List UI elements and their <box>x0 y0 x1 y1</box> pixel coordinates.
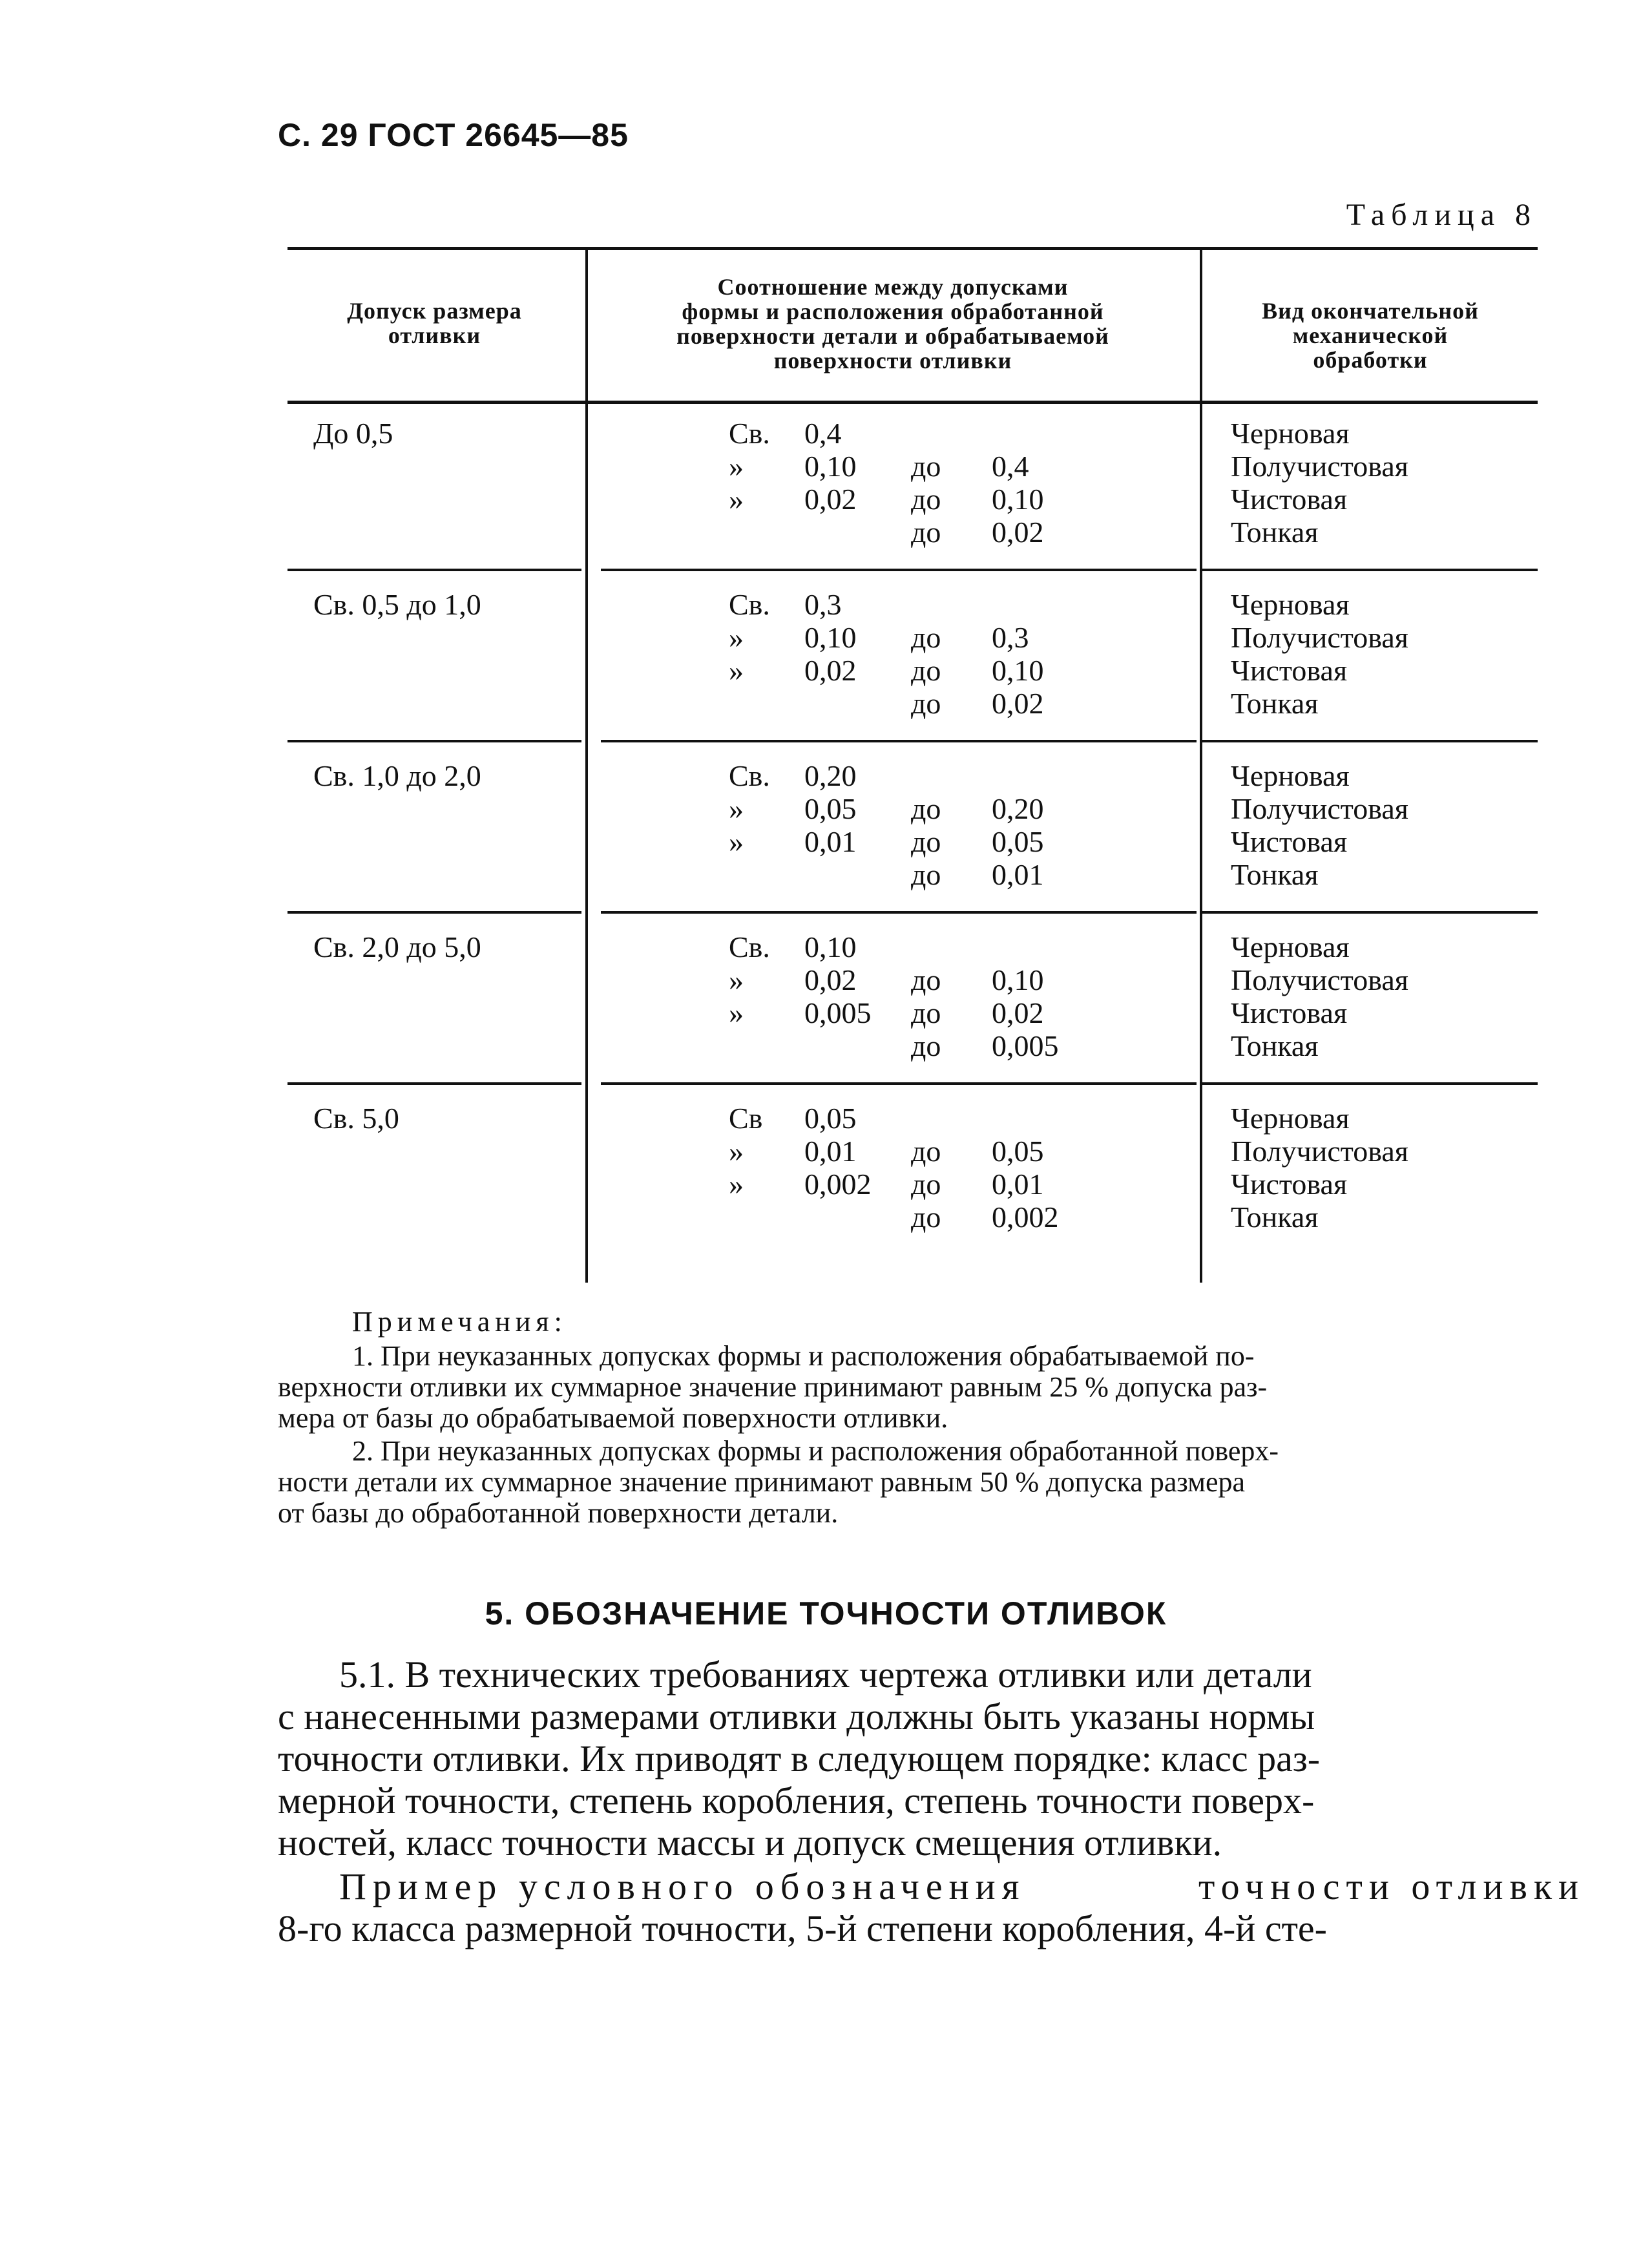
machining-type: Получистовая <box>1231 450 1408 483</box>
paragraph-line: точности отливки. Их приводят в следующем порядке: класс раз- <box>278 1738 1321 1780</box>
ratio-to-value: 0,02 <box>992 687 1044 720</box>
ratio-from-value: 0,20 <box>804 759 857 792</box>
tolerance-cell: Св. 0,5 до 1,0 <box>313 588 481 621</box>
ratio-do: до <box>911 1168 941 1201</box>
machining-type: Тонкая <box>1231 858 1319 891</box>
machining-type: Черновая <box>1231 588 1350 621</box>
machining-type: Чистовая <box>1231 483 1348 516</box>
machining-type: Черновая <box>1231 1102 1350 1135</box>
ratio-to-value: 0,005 <box>992 1029 1059 1062</box>
ratio-to-value: 0,10 <box>992 654 1044 687</box>
ratio-from-value: 0,02 <box>804 963 857 996</box>
group-separator <box>1202 911 1538 914</box>
machining-type: Черновая <box>1231 930 1350 963</box>
ratio-to-value: 0,3 <box>992 621 1029 654</box>
note-line: мера от базы до обрабатываемой поверхности отливки. <box>278 1402 948 1434</box>
machining-type: Чистовая <box>1231 654 1348 687</box>
table-label: Таблица 8 <box>1346 198 1537 232</box>
ratio-sign: » <box>729 1168 744 1201</box>
ratio-sign: » <box>729 654 744 687</box>
tolerance-cell: Св. 1,0 до 2,0 <box>313 759 481 792</box>
example-line-1-end: точности отливки <box>1198 1865 1585 1907</box>
ratio-do: до <box>911 483 941 516</box>
machining-type: Получистовая <box>1231 963 1408 996</box>
machining-type: Черновая <box>1231 417 1350 450</box>
machining-type: Черновая <box>1231 759 1350 792</box>
machining-type: Получистовая <box>1231 621 1408 654</box>
ratio-sign: Св. <box>729 759 770 792</box>
group-separator <box>288 740 581 742</box>
ratio-sign: » <box>729 1135 744 1168</box>
paragraph-line: мерной точности, степень коробления, степень точности поверх- <box>278 1780 1315 1822</box>
group-separator <box>288 911 581 914</box>
ratio-sign: Св <box>729 1102 763 1135</box>
group-separator <box>601 569 1197 571</box>
ratio-from-value: 0,02 <box>804 483 857 516</box>
group-separator <box>601 740 1197 742</box>
ratio-from-value: 0,01 <box>804 825 857 858</box>
ratio-sign: » <box>729 621 744 654</box>
ratio-to-value: 0,01 <box>992 858 1044 891</box>
column-divider-1 <box>585 249 588 1283</box>
group-separator <box>1202 569 1538 571</box>
ratio-sign: » <box>729 963 744 996</box>
ratio-do: до <box>911 687 941 720</box>
group-separator <box>1202 1082 1538 1085</box>
ratio-sign: Св. <box>729 417 770 450</box>
ratio-to-value: 0,002 <box>992 1201 1059 1234</box>
ratio-do: до <box>911 516 941 549</box>
ratio-do: до <box>911 825 941 858</box>
ratio-from-value: 0,02 <box>804 654 857 687</box>
column-header-ratio: Соотношение между допусками формы и расположения обработанной поверхности детали и обрабатываемой поверхности отливки <box>676 274 1109 373</box>
machining-type: Тонкая <box>1231 1029 1319 1062</box>
group-separator <box>288 569 581 571</box>
paragraph-line: с нанесенными размерами отливки должны быть указаны нормы <box>278 1696 1315 1738</box>
ratio-from-value: 0,002 <box>804 1168 872 1201</box>
ratio-do: до <box>911 450 941 483</box>
paragraph-line: 5.1. В технических требованиях чертежа отливки или детали <box>339 1654 1312 1696</box>
ratio-to-value: 0,05 <box>992 825 1044 858</box>
ratio-sign: Св. <box>729 930 770 963</box>
ratio-from-value: 0,01 <box>804 1135 857 1168</box>
ratio-do: до <box>911 858 941 891</box>
ratio-from-value: 0,10 <box>804 621 857 654</box>
ratio-sign: » <box>729 483 744 516</box>
column-divider-2 <box>1200 249 1202 1283</box>
note-line: от базы до обработанной поверхности детали. <box>278 1497 839 1529</box>
machining-type: Чистовая <box>1231 1168 1348 1201</box>
note-line: 1. При неуказанных допусках формы и расположения обрабатываемой по- <box>352 1340 1255 1372</box>
ratio-from-value: 0,005 <box>804 996 872 1029</box>
ratio-do: до <box>911 1201 941 1234</box>
ratio-do: до <box>911 792 941 825</box>
machining-type: Тонкая <box>1231 516 1319 549</box>
ratio-do: до <box>911 996 941 1029</box>
ratio-do: до <box>911 654 941 687</box>
ratio-from-value: 0,10 <box>804 450 857 483</box>
ratio-sign: » <box>729 996 744 1029</box>
machining-type: Чистовая <box>1231 996 1348 1029</box>
group-separator <box>601 911 1197 914</box>
ratio-do: до <box>911 1029 941 1062</box>
note-line: верхности отливки их суммарное значение принимают равным 25 % допуска раз- <box>278 1371 1268 1403</box>
machining-type: Чистовая <box>1231 825 1348 858</box>
ratio-to-value: 0,02 <box>992 516 1044 549</box>
machining-type: Получистовая <box>1231 792 1408 825</box>
table-header-rule <box>288 401 1538 404</box>
ratio-do: до <box>911 963 941 996</box>
tolerance-cell: Св. 2,0 до 5,0 <box>313 930 481 963</box>
ratio-do: до <box>911 621 941 654</box>
ratio-to-value: 0,01 <box>992 1168 1044 1201</box>
note-line: 2. При неуказанных допусках формы и расположения обработанной поверх- <box>352 1435 1279 1467</box>
ratio-to-value: 0,05 <box>992 1135 1044 1168</box>
machining-type: Тонкая <box>1231 687 1319 720</box>
ratio-to-value: 0,10 <box>992 963 1044 996</box>
example-lead: Пример условного обозначения <box>339 1865 1026 1907</box>
ratio-from-value: 0,10 <box>804 930 857 963</box>
ratio-to-value: 0,20 <box>992 792 1044 825</box>
ratio-to-value: 0,4 <box>992 450 1029 483</box>
paragraph-line: ностей, класс точности массы и допуск смещения отливки. <box>278 1822 1222 1864</box>
ratio-sign: » <box>729 825 744 858</box>
machining-type: Получистовая <box>1231 1135 1408 1168</box>
group-separator <box>288 1082 581 1085</box>
ratio-from-value: 0,4 <box>804 417 842 450</box>
ratio-from-value: 0,05 <box>804 1102 857 1135</box>
notes-title: Примечания: <box>352 1306 567 1338</box>
page-header: С. 29 ГОСТ 26645—85 <box>278 117 629 153</box>
ratio-sign: » <box>729 792 744 825</box>
tolerance-cell: Св. 5,0 <box>313 1102 399 1135</box>
ratio-to-value: 0,10 <box>992 483 1044 516</box>
ratio-do: до <box>911 1135 941 1168</box>
example-line-2: 8-го класса размерной точности, 5-й степени коробления, 4-й сте- <box>278 1907 1327 1949</box>
group-separator <box>1202 740 1538 742</box>
column-header-machining: Вид окончательной механической обработки <box>1262 298 1479 373</box>
ratio-to-value: 0,02 <box>992 996 1044 1029</box>
section-heading: 5. ОБОЗНАЧЕНИЕ ТОЧНОСТИ ОТЛИВОК <box>485 1595 1167 1632</box>
ratio-sign: » <box>729 450 744 483</box>
ratio-from-value: 0,3 <box>804 588 842 621</box>
tolerance-cell: До 0,5 <box>313 417 393 450</box>
column-header-tolerance: Допуск размера отливки <box>347 298 522 348</box>
ratio-from-value: 0,05 <box>804 792 857 825</box>
machining-type: Тонкая <box>1231 1201 1319 1234</box>
note-line: ности детали их суммарное значение принимают равным 50 % допуска размера <box>278 1466 1246 1498</box>
ratio-sign: Св. <box>729 588 770 621</box>
group-separator <box>601 1082 1197 1085</box>
table-top-rule <box>288 247 1538 250</box>
